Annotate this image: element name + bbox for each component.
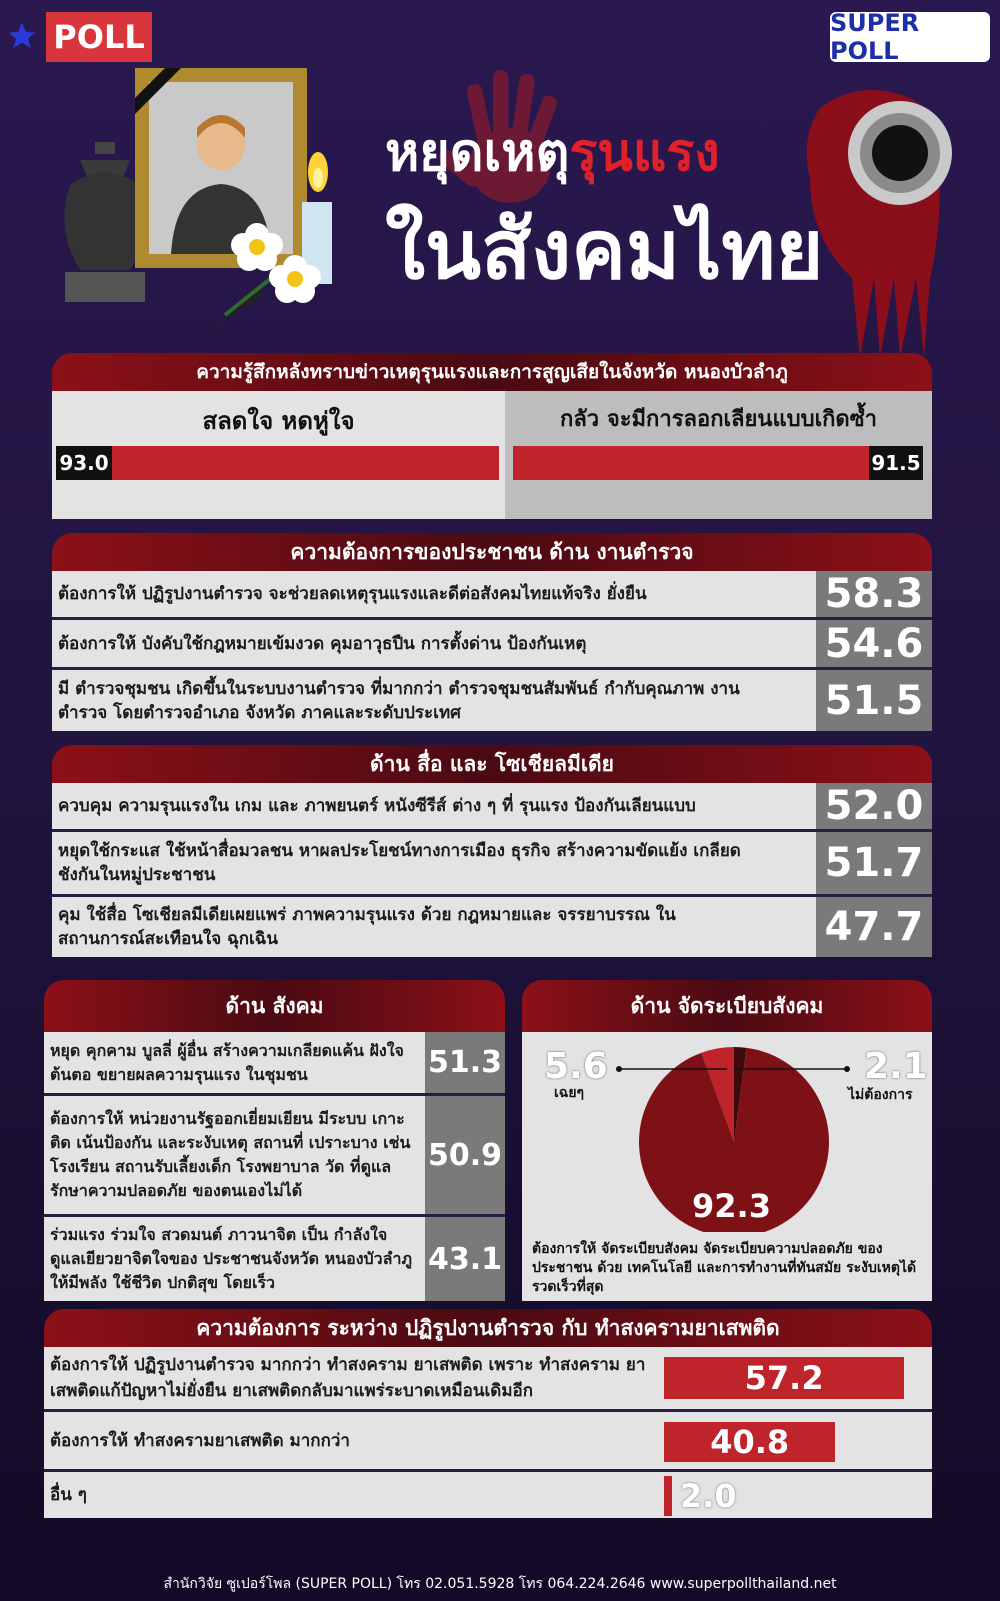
title-line2: ในสังคมไทย (385, 203, 824, 298)
police-header: ความต้องการของประชาชน ด้าน งานตำรวจ (52, 533, 932, 571)
society-header: ด้าน สังคม (44, 980, 505, 1032)
drugs-text-1: ต้องการให้ ปฏิรูปงานตำรวจ มากกว่า ทำสงคราม ยาเสพติด เพราะ ทำสงคราม ยาเสพติดแก้ปัญหาไม่ยั่งยืน ยาเสพติดกลับมาแพร่ระบาดเหมือนเดิมอีก (50, 1355, 646, 1401)
flower-icon (205, 215, 325, 330)
society-row-1 (44, 1032, 505, 1093)
society-text-2: ต้องการให้ หน่วยงานรัฐออกเยี่ยมเยียน มีระบบ เกาะติด เน้นป้องกัน และระงับเหตุ สถานที่ เปราะบาง เช่น โรงเรียน สถานรับเลี้ยงเด็ก โรงพยาบาล วัด ที่ดูแลรักษาความปลอดภัย ของตนเองไม่ได้ (50, 1109, 411, 1200)
drugs-row-3 (44, 1472, 932, 1518)
feelings-label-1: สลดใจ หดหู่ใจ (202, 407, 355, 435)
feelings-bar-1 (56, 446, 499, 480)
drugs-bar-1 (664, 1357, 904, 1399)
media-row-3 (52, 897, 932, 957)
order-panel (522, 1032, 932, 1301)
drugs-value-3: 2.0 (680, 1477, 737, 1515)
title-line1 (385, 110, 825, 183)
police-text-2: ต้องการให้ บังคับใช้กฎหมายเข้มงวด คุมอาวุธปืน การตั้งด่าน ป้องกันเหตุ (58, 633, 587, 654)
society-value-2: 50.9 (425, 1096, 505, 1214)
pie-value-main: 92.3 (692, 1187, 771, 1225)
police-row-1 (52, 571, 932, 617)
media-row-2 (52, 832, 932, 894)
society-text-3: ร่วมแรง ร่วมใจ สวดมนต์ ภาวนาจิต เป็น กำลังใจ ดูแลเยียวยาจิตใจของ ประชาชนจังหวัด หนองบัวลำภู ให้มีพลัง ใช้ชีวิต ปกติสุข โดยเร็ว (50, 1225, 412, 1292)
police-value-2: 54.6 (816, 620, 932, 667)
drugs-row-1 (44, 1347, 932, 1409)
police-row-3 (52, 670, 932, 731)
drugs-text-2: ต้องการให้ ทำสงครามยาเสพติด มากกว่า (50, 1430, 350, 1451)
drugs-bar-2 (664, 1422, 835, 1462)
police-row-2 (52, 620, 932, 667)
feelings-value-1: 93.0 (56, 446, 112, 480)
media-text-3: คุม ใช้สื่อ โซเชียลมีเดียเผยแพร่ ภาพความรุนแรง ด้วย กฎหมายและ จรรยาบรรณ ในสถานการณ์สะเทือนใจ ฉุกเฉิน (58, 905, 676, 949)
feelings-panel-left (52, 391, 505, 519)
society-value-1: 51.3 (425, 1032, 505, 1093)
feelings-label-2: กลัว จะมีการลอกเลียนแบบเกิดซ้ำ (560, 407, 877, 432)
drugs-value-2: 40.8 (710, 1423, 790, 1461)
society-value-3: 43.1 (425, 1217, 505, 1301)
feelings-bar-2 (513, 446, 923, 480)
title-line1-white: หยุดเหตุ (385, 123, 570, 183)
star-icon (6, 20, 38, 52)
drugs-bar-3 (664, 1476, 737, 1516)
feelings-value-2: 91.5 (869, 446, 923, 480)
poll-badge: POLL (46, 12, 152, 62)
pie-value-neutral: 5.6 (544, 1046, 608, 1087)
drugs-text-3: อื่น ๆ (50, 1485, 87, 1505)
media-header: ด้าน สื่อ และ โซเชียลมีเดีย (52, 745, 932, 783)
police-text-3: มี ตำรวจชุมชน เกิดขึ้นในระบบงานตำรวจ ที่มากกว่า ตำรวจชุมชนสัมพันธ์ กำกับคุณภาพ งานตำรวจ โดยตำรวจอำเภอ จังหวัด ภาคและระดับประเทศ (58, 678, 740, 723)
pie-label-neutral: เฉยๆ (554, 1085, 585, 1101)
order-caption: ต้องการให้ จัดระเบียบสังคม จัดระเบียบความปลอดภัย ของประชาชน ด้วย เทคโนโลยี และการทำงานที่ทันสมัย ระงับเหตุได้รวดเร็วที่สุด (532, 1241, 917, 1295)
police-value-3: 51.5 (816, 670, 932, 731)
footer-contact: สำนักวิจัย ซูเปอร์โพล (SUPER POLL) โทร 02.051.5928 โทร 064.224.2646 www.superpollthailand.net (163, 1576, 837, 1592)
order-header: ด้าน จัดระเบียบสังคม (522, 980, 932, 1032)
media-value-2: 51.7 (816, 832, 932, 894)
drugs-value-1: 57.2 (744, 1359, 824, 1397)
media-row-1 (52, 783, 932, 829)
society-text-1: หยุด คุกคาม บูลลี่ ผู้อื่น สร้างความเกลียดแค้น ฝังใจ ต้นตอ ขยายผลความรุนแรง ในชุมชน (50, 1040, 404, 1084)
feelings-panel-right (505, 391, 932, 519)
media-text-1: ควบคุม ความรุนแรงใน เกม และ ภาพยนตร์ หนังซีรีส์ ต่าง ๆ ที่ รุนแรง ป้องกันเลียนแบบ (58, 796, 696, 816)
pie-value-no: 2.1 (864, 1046, 928, 1087)
feelings-header: ความรู้สึกหลังทราบข่าวเหตุรุนแรงและการสูญเสียในจังหวัด หนองบัวลำภู (52, 353, 932, 391)
police-text-1: ต้องการให้ ปฏิรูปงานตำรวจ จะช่วยลดเหตุรุนแรงและดีต่อสังคมไทยแท้จริง ยั่งยืน (58, 584, 647, 604)
media-value-1: 52.0 (816, 783, 932, 829)
society-row-2 (44, 1096, 505, 1214)
superpoll-logo: SUPER POLL (830, 12, 990, 62)
title-line1-red: รุนแรง (569, 123, 720, 183)
drugs-header: ความต้องการ ระหว่าง ปฏิรูปงานตำรวจ กับ ทำสงครามยาเสพติด (44, 1309, 932, 1347)
pie-label-no: ไม่ต้องการ (848, 1087, 913, 1103)
media-value-3: 47.7 (816, 897, 932, 957)
society-row-3 (44, 1217, 505, 1301)
drugs-row-2 (44, 1412, 932, 1469)
police-value-1: 58.3 (816, 571, 932, 617)
media-text-2: หยุดใช้กระแส ใช้หน้าสื่อมวลชน หาผลประโยชน์ทางการเมือง ธุรกิจ สร้างความขัดแย้ง เกลียดชังกันในหมู่ประชาชน (58, 841, 741, 885)
